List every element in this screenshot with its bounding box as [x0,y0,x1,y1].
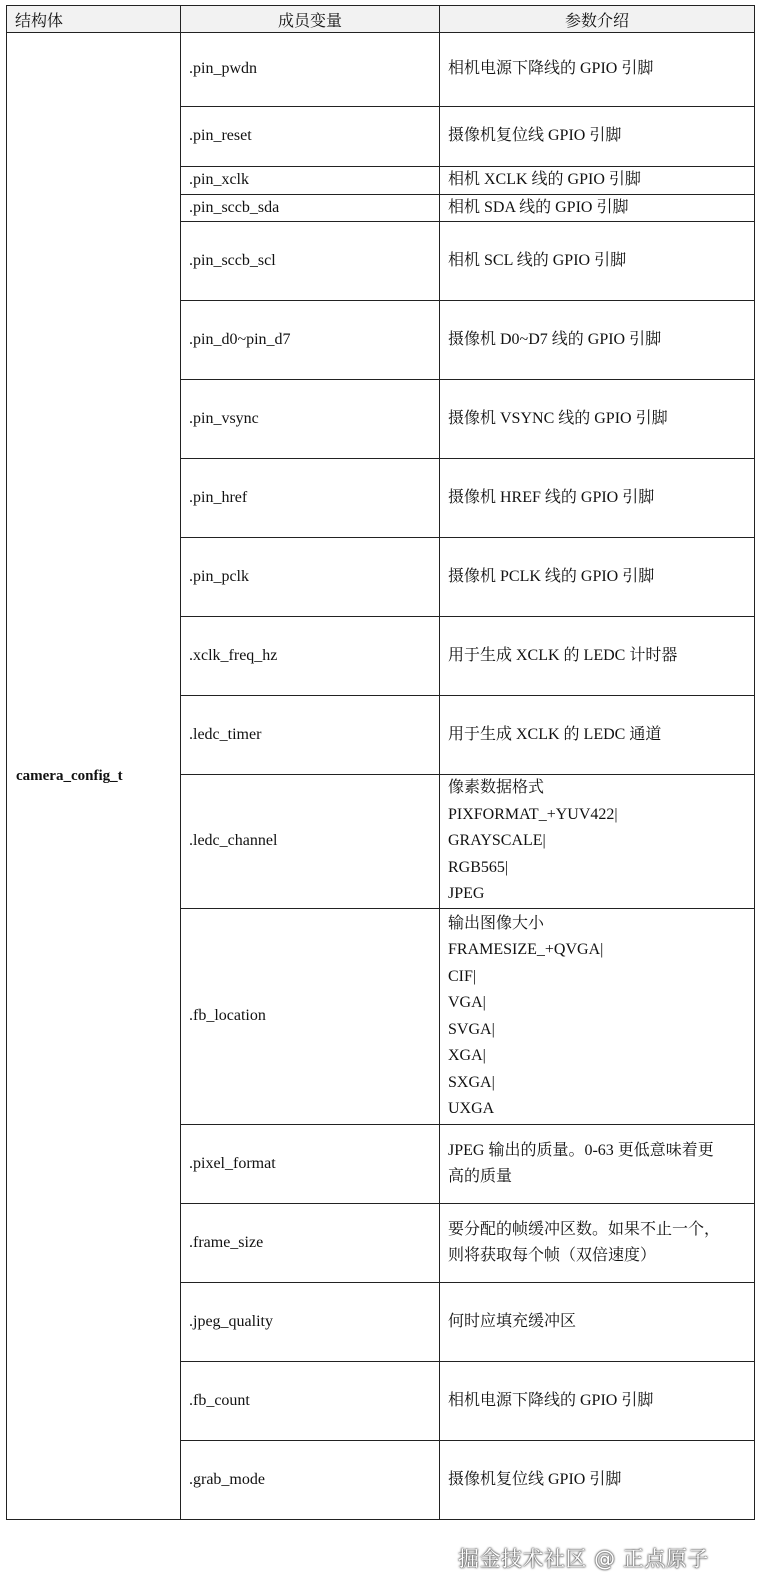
header-member: 成员变量 [181,6,440,33]
description-line: SVGA| [448,1020,495,1038]
struct-name-cell: camera_config_t [7,33,181,1520]
description-line: 输出图像大小 [448,914,545,932]
description-line: 摄像机复位线 GPIO 引脚 [448,1470,622,1488]
description-line: 相机电源下降线的 GPIO 引脚 [448,1391,654,1409]
description-line: 摄像机 D0~D7 线的 GPIO 引脚 [448,330,662,348]
description-line: JPEG [448,885,485,903]
description-line: SXGA| [448,1073,495,1091]
member-cell: .pixel_format [181,1125,440,1204]
member-cell: .grab_mode [181,1441,440,1520]
description-cell [440,194,755,222]
member-cell: .xclk_freq_hz [181,617,440,696]
description-line: CIF| [448,967,477,985]
description-line: 摄像机 VSYNC 线的 GPIO 引脚 [448,409,668,427]
camera-config-table [6,5,755,1520]
description-line: 用于生成 XCLK 的 LEDC 通道 [448,725,662,743]
member-cell: .ledc_channel [181,775,440,909]
description-cell [440,459,755,538]
description-line: 摄像机 HREF 线的 GPIO 引脚 [448,488,655,506]
description-line: FRAMESIZE_+QVGA| [448,941,604,958]
description-cell [440,909,755,1125]
description-line: 用于生成 XCLK 的 LEDC 计时器 [448,646,678,664]
description-line: 何时应填充缓冲区 [448,1312,577,1330]
description-line: 摄像机复位线 GPIO 引脚 [448,127,622,145]
description-line: RGB565| [448,858,509,876]
description-cell [440,617,755,696]
member-cell: .pin_pclk [181,538,440,617]
description-cell [440,1125,755,1204]
member-cell: .pin_xclk [181,167,440,195]
description-line: XGA| [448,1047,486,1064]
member-cell: .ledc_timer [181,696,440,775]
member-cell: .jpeg_quality [181,1283,440,1362]
watermark-text: 掘金技术社区 @ 正点原子 [458,1547,709,1571]
description-line: 要分配的帧缓冲区数。如果不止一个， [448,1220,721,1238]
description-cell [440,301,755,380]
description-cell [440,1283,755,1362]
member-cell: .fb_count [181,1362,440,1441]
member-cell: .pin_vsync [181,380,440,459]
member-cell: .frame_size [181,1204,440,1283]
description-line: 相机 SCL 线的 GPIO 引脚 [448,251,627,269]
description-line: UXGA [448,1100,495,1117]
description-line: GRAYSCALE| [448,832,546,850]
member-cell: .pin_reset [181,107,440,167]
header-struct: 结构体 [7,6,181,33]
description-line: PIXFORMAT_+YUV422| [448,805,618,823]
description-cell [440,1204,755,1283]
member-cell: .pin_d0~pin_d7 [181,301,440,380]
description-cell [440,1441,755,1520]
table-row [7,33,755,107]
description-line: 摄像机 PCLK 线的 GPIO 引脚 [448,567,655,585]
description-cell [440,696,755,775]
description-cell [440,167,755,195]
description-line: VGA| [448,994,486,1011]
table-body [7,33,755,1520]
member-cell: .pin_sccb_scl [181,222,440,301]
member-cell: .pin_pwdn [181,33,440,107]
description-cell [440,1362,755,1441]
member-cell: .pin_sccb_sda [181,194,440,222]
description-line: 相机 SDA 线的 GPIO 引脚 [448,198,629,216]
description-cell [440,380,755,459]
description-cell [440,222,755,301]
description-line: 相机电源下降线的 GPIO 引脚 [448,60,654,78]
member-cell: .fb_location [181,909,440,1125]
description-cell [440,775,755,909]
header-row [7,6,755,33]
description-cell [440,107,755,167]
description-line: 像素数据格式 [448,779,545,797]
description-line: 则将获取每个帧（双倍速度） [448,1247,657,1264]
description-line: JPEG 输出的质量。0-63 更低意味着更 [448,1141,714,1159]
description-cell [440,538,755,617]
header-description: 参数介绍 [440,6,755,33]
description-cell [440,33,755,107]
description-line: 相机 XCLK 线的 GPIO 引脚 [448,171,641,188]
description-line: 高的质量 [448,1168,513,1185]
member-cell: .pin_href [181,459,440,538]
